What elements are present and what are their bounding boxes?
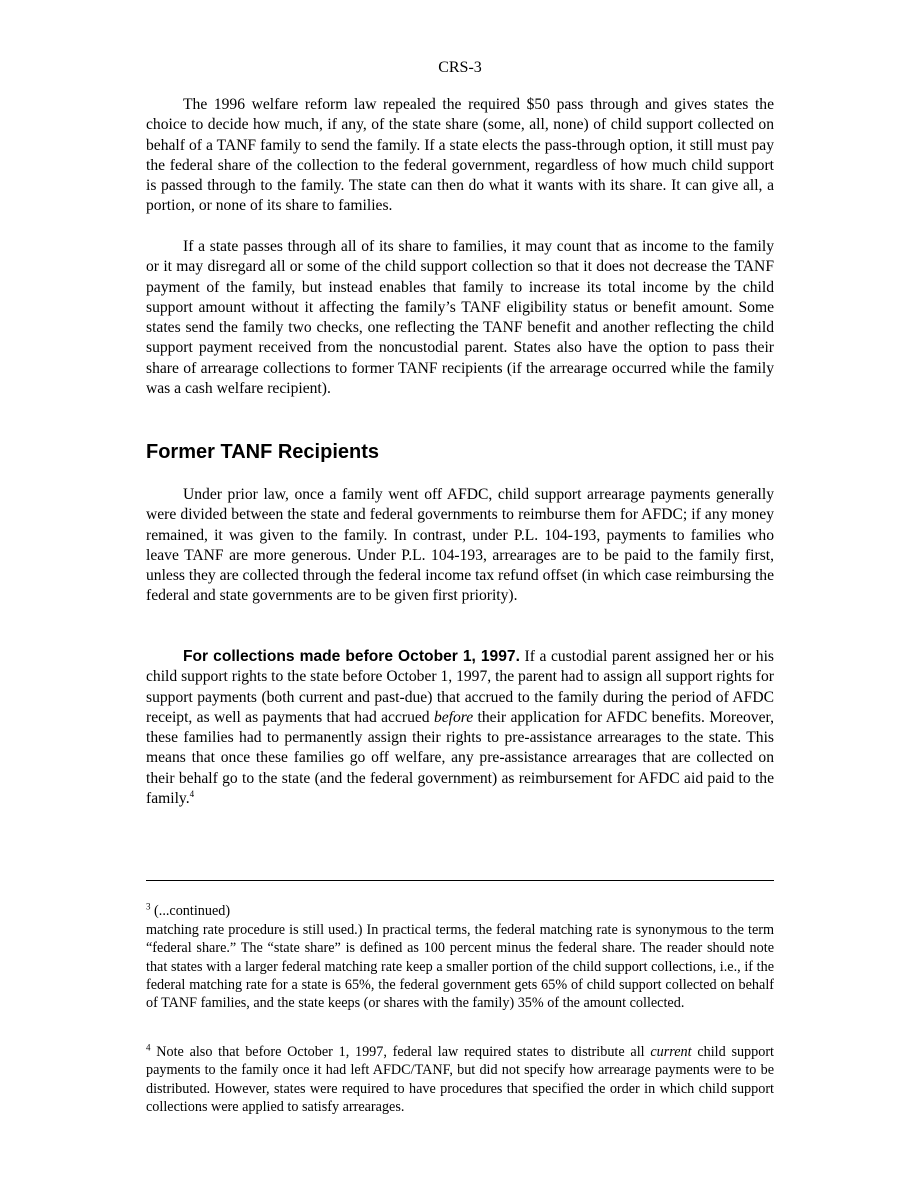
paragraph-collections-before-1997 [146,647,774,809]
run-in-heading: For collections made before October 1, 1997. [183,648,520,665]
footnote-4 [146,1043,774,1116]
emphasis-text: before [433,708,474,726]
page-number-header: CRS-3 [438,59,482,76]
footnote-marker: 3 [146,901,151,912]
paragraph-prior-law: Under prior law, once a family went off AFDC, child support arrearage payments generally were divided between the state and federal governments to reimburse them for AFDC; if any money remained, it was given to the family. In contrast, under P.L. 104-193, payments to families who leave TANF are more generous. Under P.L. 104-193, arrearages are to be paid to the family first, unless they are collected through the federal income tax refund offset (in which case reimbursing the federal and state governments are to be given first priority). [146,486,774,605]
footnote-text: child support payments to the family once it had left AFDC/TANF, but did not specify how arrearage payments were to be distributed. However, states were required to have procedures that specified the order in which child support collections were applied to satisfy arrearages. [146,1044,775,1115]
emphasis-text: current [650,1044,692,1060]
paragraph-state-share: If a state passes through all of its share to families, it may count that as income to the family or it may disregard all or some of the child support collection so that it does not decrease the TANF payment of the family, but instead enables that family to increase its total income by the child support amount without it affecting the family’s TANF eligibility status or benefit amount. Some states send the family two checks, one reflecting the TANF benefit and another reflecting the child support payment received from the noncustodial parent. States also have the option to pass their share of arrearage collections to former TANF recipients (if the arrearage occurred while the family was a cash welfare recipient). [146,238,774,398]
section-heading: Former TANF Recipients [146,441,379,463]
paragraph-pass-through: The 1996 welfare reform law repealed the required $50 pass through and gives states the choice to decide how much, if any, of the state share (some, all, none) of child support collected on behalf of a TANF family to send the family. If a state elects the pass-through option, it still must pay the federal share of the collection to the federal government, regardless of how much child support is passed through to the family. The state can then do what it wants with its share. It can give all, a portion, or none of its share to families. [146,96,774,215]
footnote-reference[interactable]: 4 [189,788,195,799]
paragraph-text: their application for AFDC benefits. Moreover, these families had to permanently assign their rights to pre-assistance arrearages to the state. This means that once these families go off welfare, any pre-assistance arrearages that are collected on their behalf go to the state (and the federal government) as reimbursement for AFDC aid paid to the family. [146,708,774,808]
paragraph-text: If a custodial parent assigned her or his child support rights to the state before October 1, 1997, the parent had to assign all support rights for support payments (both current and past-due) that accrued to the family during the period of AFDC receipt, as well as payments that had accrued [146,648,774,726]
footnote-3-continued [146,902,774,920]
footnote-continued-label: (...continued) [154,903,231,919]
footnote-text: Note also that before October 1, 1997, federal law required states to distribute all [156,1044,645,1060]
footnote-marker: 4 [146,1042,151,1053]
footnote-separator [146,880,774,881]
footnote-3-text: matching rate procedure is still used.) In practical terms, the federal matching rate is synonymous to the term “federal share.” The “state share” is defined as 100 percent minus the federal share. The reader should note that states with a larger federal matching rate keep a smaller portion of the child support collections, i.e., if the federal matching rate for a state is 65%, the federal government gets 65% of child support collected on behalf of TANF families, and the state keeps (or shares with the family) 35% of the amount collected. [146,922,774,1012]
